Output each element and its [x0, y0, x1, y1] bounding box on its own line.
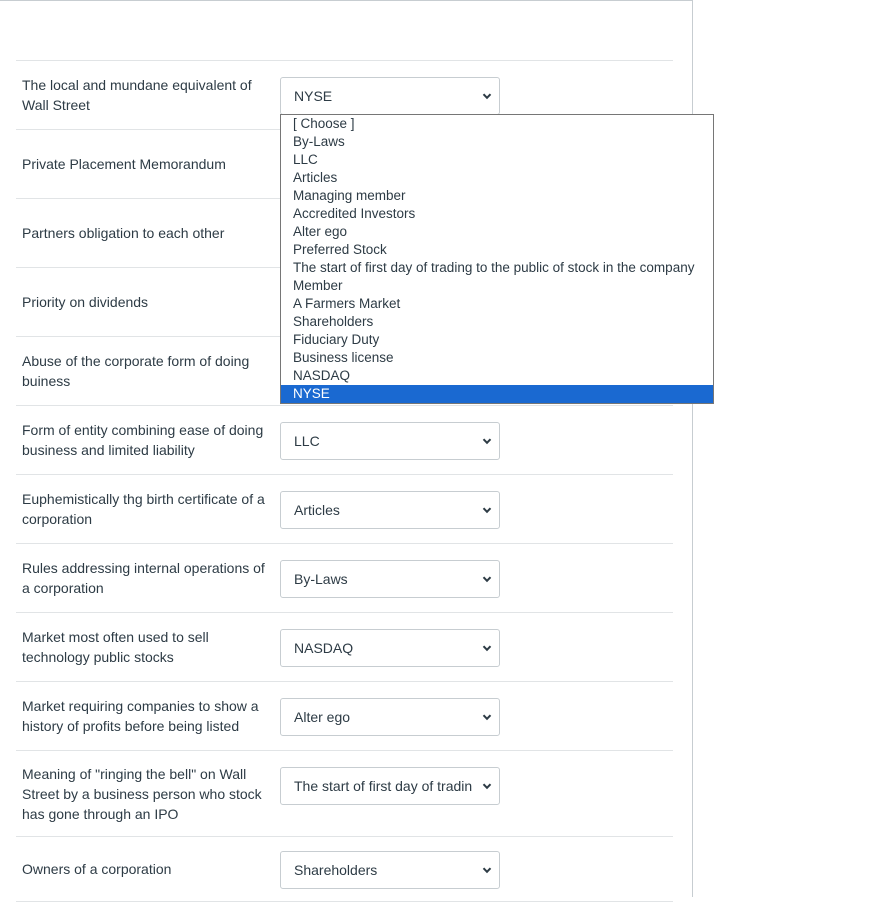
question-prompt: Priority on dividends: [22, 294, 149, 310]
chevron-down-icon: [481, 90, 493, 102]
question-prompt: Partners obligation to each other: [22, 225, 225, 241]
dropdown-option[interactable]: The start of first day of trading to the public of stock in the company: [293, 260, 695, 275]
answer-select-value: Articles: [294, 502, 340, 518]
question-row: [16, 474, 673, 543]
answer-select-value: By-Laws: [294, 571, 348, 587]
question-row: [16, 681, 673, 750]
dropdown-option[interactable]: NYSE: [281, 385, 713, 403]
dropdown-option[interactable]: NASDAQ: [293, 368, 351, 383]
chevron-down-icon: [481, 504, 493, 516]
dropdown-option[interactable]: Business license: [293, 350, 394, 365]
dropdown-option[interactable]: By-Laws: [293, 134, 345, 149]
dropdown-option[interactable]: LLC: [293, 152, 318, 167]
answer-dropdown-list[interactable]: [280, 114, 714, 404]
question-prompt: The local and mundane equivalent of Wall Street: [22, 77, 252, 113]
question-prompt: Form of entity combining ease of doing business and limited liability: [22, 422, 264, 458]
question-prompt: Rules addressing internal operations of a corporation: [22, 560, 265, 596]
question-row: [16, 836, 673, 902]
answer-select[interactable]: [280, 851, 500, 889]
answer-select-value: Alter ego: [294, 709, 351, 725]
answer-select-value: NASDAQ: [294, 640, 354, 656]
answer-select[interactable]: [280, 560, 500, 598]
chevron-down-icon: [481, 711, 493, 723]
dropdown-option[interactable]: Accredited Investors: [293, 206, 416, 221]
question-row: [16, 612, 673, 681]
answer-select[interactable]: [280, 698, 500, 736]
dropdown-option[interactable]: Fiduciary Duty: [293, 332, 380, 347]
dropdown-option[interactable]: A Farmers Market: [293, 296, 401, 311]
answer-select[interactable]: [280, 767, 500, 805]
question-prompt: Abuse of the corporate form of doing buiness: [22, 353, 250, 389]
dropdown-option[interactable]: Managing member: [293, 188, 406, 203]
dropdown-option[interactable]: Alter ego: [293, 224, 348, 239]
answer-select-value: Shareholders: [294, 862, 378, 878]
dropdown-option[interactable]: Shareholders: [293, 314, 374, 329]
question-prompt: Owners of a corporation: [22, 861, 172, 877]
answer-select[interactable]: [280, 422, 500, 460]
chevron-down-icon: [481, 642, 493, 654]
question-prompt: Market requiring companies to show a history of profits before being listed: [22, 698, 259, 734]
answer-select[interactable]: [280, 629, 500, 667]
question-prompt: Meaning of "ringing the bell" on Wall Street by a business person who stock has gone through an IPO: [22, 765, 262, 822]
answer-select[interactable]: [280, 77, 500, 115]
chevron-down-icon: [481, 780, 493, 792]
chevron-down-icon: [481, 573, 493, 585]
dropdown-option[interactable]: Articles: [293, 170, 338, 185]
question-prompt: Private Placement Memorandum: [22, 156, 226, 172]
answer-select-value: The start of first day of tradin: [294, 778, 473, 794]
chevron-down-icon: [481, 864, 493, 876]
chevron-down-icon: [481, 435, 493, 447]
question-prompt: Euphemistically thg birth certificate of a corporation: [22, 491, 265, 527]
dropdown-option[interactable]: Member: [293, 278, 343, 293]
question-row: [16, 405, 673, 474]
question-row: [16, 750, 673, 836]
dropdown-option[interactable]: [ Choose ]: [293, 116, 355, 131]
answer-select-value: LLC: [294, 433, 320, 449]
question-prompt: Market most often used to sell technology public stocks: [22, 629, 209, 665]
question-row: [16, 543, 673, 612]
answer-select[interactable]: [280, 491, 500, 529]
dropdown-option[interactable]: Preferred Stock: [293, 242, 387, 257]
answer-select-value: NYSE: [294, 88, 333, 104]
